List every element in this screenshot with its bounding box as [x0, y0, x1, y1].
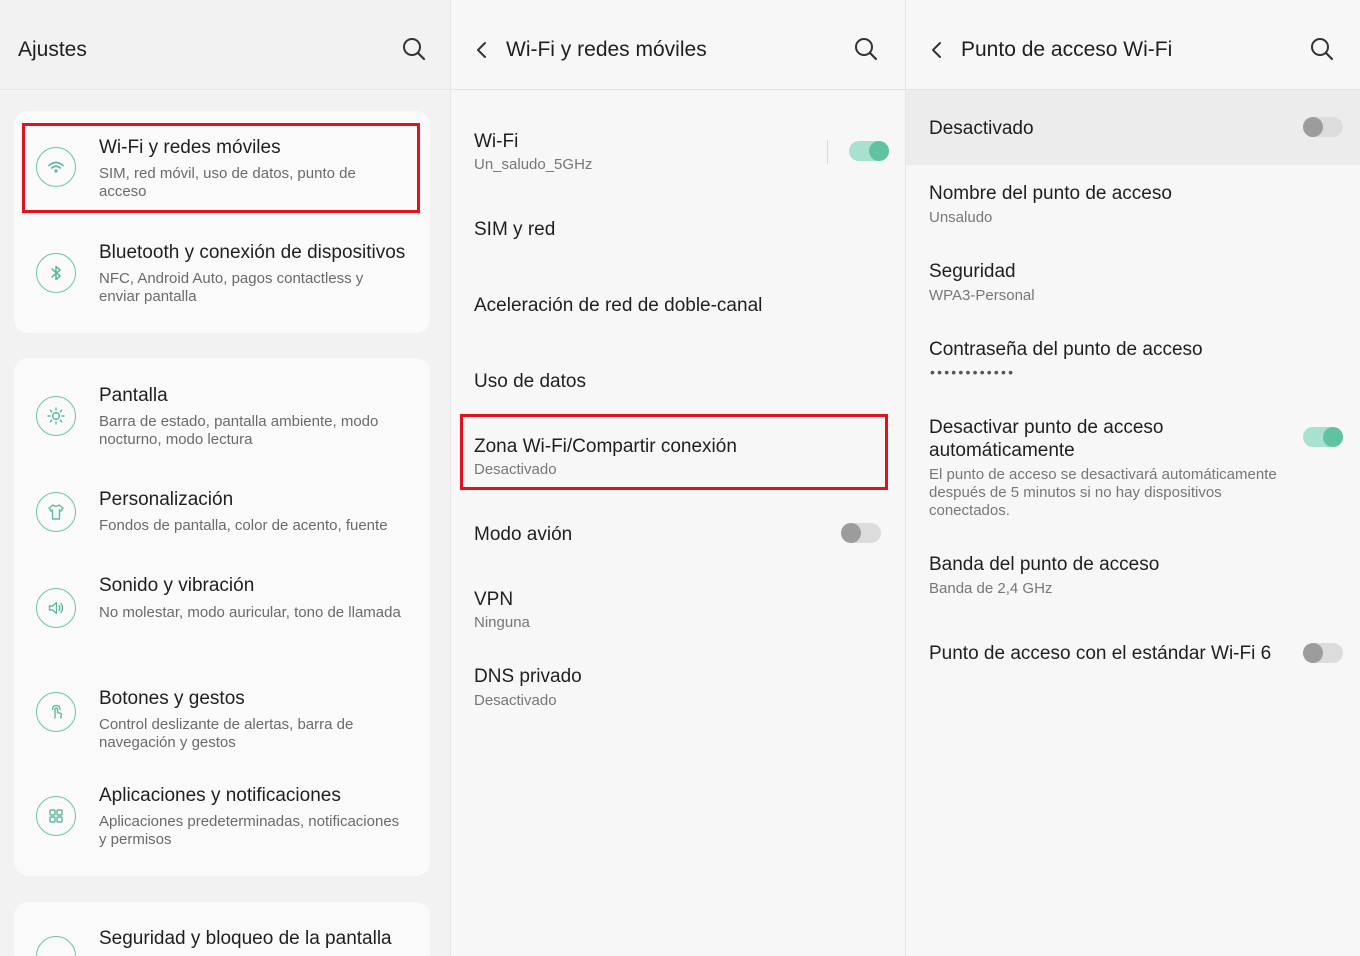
divider: [827, 140, 828, 164]
settings-card-device: [14, 358, 430, 876]
toggle-knob: [1323, 427, 1343, 447]
wifi-networks-panel: [450, 0, 905, 956]
settings-item-title: Personalización: [99, 489, 234, 510]
hotspot-name-title: Nombre del punto de acceso: [929, 183, 1172, 204]
highlight-box: [22, 123, 420, 213]
settings-card-security: [14, 902, 430, 956]
private-dns-title: DNS privado: [474, 666, 582, 687]
vpn-title: VPN: [474, 589, 514, 610]
highlight-box: [460, 414, 888, 490]
hotspot-panel: [905, 0, 1360, 956]
settings-item-subtitle: No molestar, modo auricular, tono de llamada: [99, 604, 401, 621]
auto-disable-title-line2: automáticamente: [929, 440, 1075, 461]
settings-item-apps[interactable]: [14, 772, 430, 876]
settings-item-title: Seguridad y bloqueo de la pantalla: [99, 928, 392, 949]
password-title: Contraseña del punto de acceso: [929, 339, 1203, 360]
auto-disable-title-line1: Desactivar punto de acceso: [929, 417, 1164, 438]
security-title: Seguridad: [929, 261, 1016, 282]
hotspot-title: Zona Wi-Fi/Compartir conexión: [474, 436, 737, 457]
settings-panel: [0, 0, 450, 956]
toggle-knob: [1303, 117, 1323, 137]
settings-item-title: Pantalla: [99, 385, 168, 406]
settings-item-bluetooth[interactable]: [14, 215, 430, 333]
speaker-icon: [36, 588, 76, 628]
dual-channel-item[interactable]: Aceleración de red de doble-canal: [474, 295, 763, 316]
settings-item-subtitle: SIM, red móvil, uso de datos, punto de acceso: [99, 165, 356, 200]
wifi-title: Wi-Fi: [474, 131, 519, 152]
toggle-knob: [1303, 643, 1323, 663]
settings-header: [0, 0, 450, 90]
toggle-knob: [869, 141, 889, 161]
back-arrow-icon[interactable]: [926, 38, 948, 62]
settings-item-title: Sonido y vibración: [99, 575, 255, 596]
auto-disable-description: El punto de acceso se desactivará automáticamente después de 5 minutos si no hay dispositivos conectados.: [929, 466, 1277, 519]
settings-item-buttons-gestures[interactable]: [14, 666, 430, 772]
gesture-icon: [36, 692, 76, 732]
private-dns-value: Desactivado: [474, 692, 557, 709]
vpn-value: Ninguna: [474, 614, 530, 631]
page-title: Ajustes: [18, 38, 87, 61]
brightness-icon: [36, 396, 76, 436]
page-title: Wi-Fi y redes móviles: [506, 38, 707, 61]
settings-item-personalization[interactable]: [14, 463, 430, 559]
airplane-mode-toggle[interactable]: [841, 523, 881, 543]
search-icon[interactable]: [1309, 36, 1335, 62]
wifi6-title: Punto de acceso con el estándar Wi-Fi 6: [929, 643, 1272, 664]
apps-grid-icon: [36, 796, 76, 836]
wifi6-toggle[interactable]: [1303, 643, 1343, 663]
toggle-knob: [841, 523, 861, 543]
security-value: WPA3-Personal: [929, 287, 1035, 304]
band-value: Banda de 2,4 GHz: [929, 580, 1053, 597]
hotspot-status: Desactivado: [474, 461, 557, 478]
settings-item-subtitle: Barra de estado, pantalla ambiente, modo nocturno, modo lectura: [99, 413, 379, 448]
settings-item-sound[interactable]: [14, 559, 430, 666]
wifi-toggle[interactable]: [849, 141, 889, 161]
back-arrow-icon[interactable]: [471, 38, 493, 62]
settings-item-security[interactable]: [14, 902, 430, 956]
tshirt-icon: [36, 492, 76, 532]
settings-item-title: Botones y gestos: [99, 688, 245, 709]
settings-item-title: Wi-Fi y redes móviles: [99, 137, 281, 158]
settings-item-subtitle: Aplicaciones predeterminadas, notificaciones y permisos: [99, 813, 400, 848]
airplane-mode-item[interactable]: Modo avión: [474, 524, 573, 545]
password-masked: ••••••••••••: [930, 364, 1016, 380]
settings-item-title: Aplicaciones y notificaciones: [99, 785, 341, 806]
wifi-networks-header: [451, 0, 905, 90]
auto-disable-toggle[interactable]: [1303, 427, 1343, 447]
wifi-network-name: Un_saludo_5GHz: [474, 156, 593, 173]
settings-item-display[interactable]: [14, 358, 430, 463]
search-icon[interactable]: [853, 36, 879, 62]
data-usage-item[interactable]: Uso de datos: [474, 371, 586, 392]
settings-item-subtitle: Fondos de pantalla, color de acento, fuente: [99, 517, 388, 534]
lock-icon: [36, 936, 76, 956]
hotspot-header: [906, 0, 1360, 90]
settings-item-subtitle: NFC, Android Auto, pagos contactless y enviar pantalla: [99, 270, 364, 305]
bluetooth-icon: [36, 253, 76, 293]
hotspot-name-value: Unsaludo: [929, 209, 993, 226]
sim-network-item[interactable]: SIM y red: [474, 219, 556, 240]
hotspot-master-row[interactable]: [906, 90, 1360, 165]
search-icon[interactable]: [401, 36, 427, 62]
band-title: Banda del punto de acceso: [929, 554, 1160, 575]
hotspot-master-label: Desactivado: [929, 118, 1034, 139]
settings-item-title: Bluetooth y conexión de dispositivos: [99, 242, 406, 263]
page-title: Punto de acceso Wi-Fi: [961, 38, 1173, 61]
settings-item-subtitle: Control deslizante de alertas, barra de navegación y gestos: [99, 716, 354, 751]
hotspot-master-toggle[interactable]: [1303, 117, 1343, 137]
